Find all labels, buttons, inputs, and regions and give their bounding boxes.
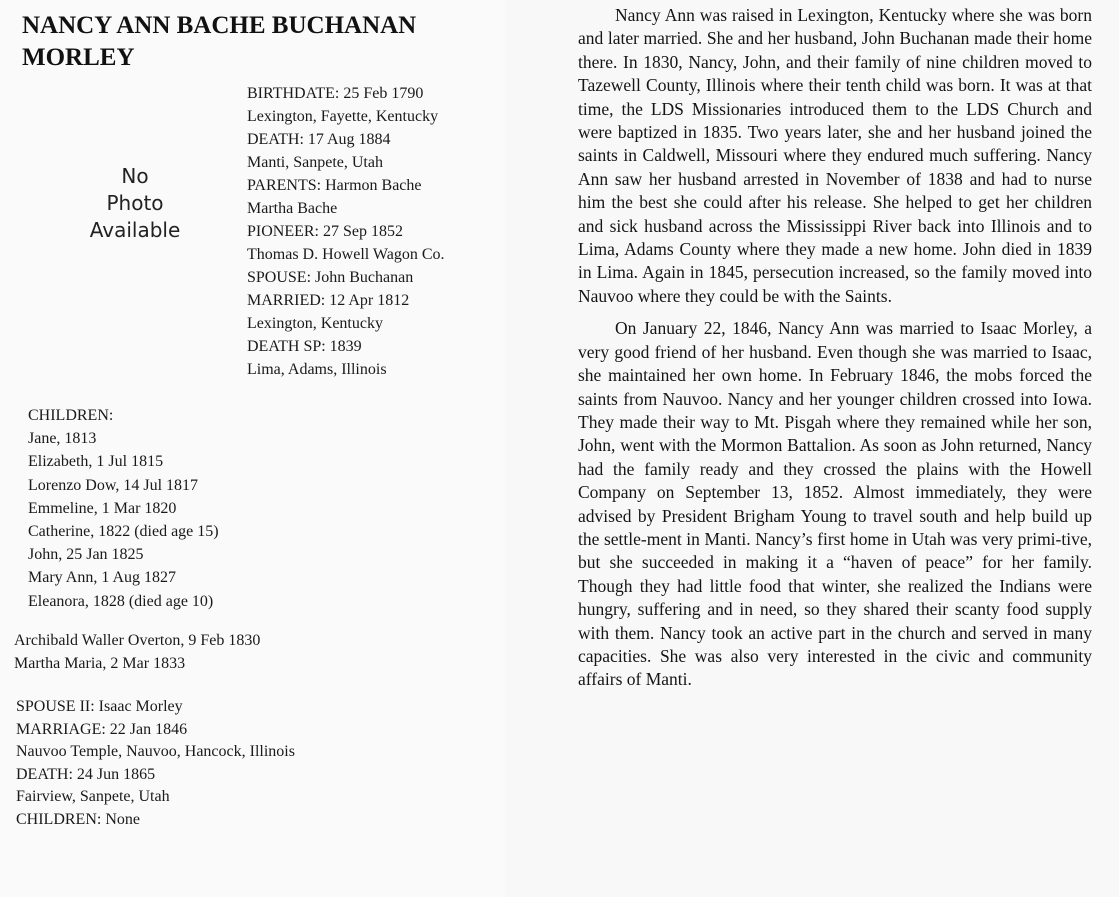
biography-paragraph-1: Nancy Ann was raised in Lexington, Kentucky where she was born and later married. She and her husband, John Buchanan made their home there. In 1830, Nancy, John, and their family of nine children moved to Tazewell County, Illinois where their tenth child was born. It was at that time, the LDS Missionaries introduced them to the LDS Church and were baptized in 1835. Two years later, she and her husband joined the saints in Caldwell, Missouri where they endured much suffering. Nancy Ann saw her husband arrested in November of 1838 and had to nurse him the best she could after his release. She helped to get her children and sick husband across the Mississippi River back into Illinois and to Lima, Adams County where they made a new home. John died in 1839 in Lima. Again in 1845, persecution increased, so the family moved into Nauvoo where they could be with the Saints.: [578, 5, 1092, 306]
title-line-2: MORLEY: [22, 44, 135, 71]
vital-married: MARRIED: 12 Apr 1812: [247, 292, 410, 309]
child-item: Mary Ann, 1 Aug 1827: [28, 569, 176, 587]
spouse2-death: DEATH: 24 Jun 1865: [16, 765, 156, 783]
biography-paragraph-2: On January 22, 1846, Nancy Ann was married to Isaac Morley, a very good friend of her husband. Even though she was married to Isaac, she maintained her own home. In February 1846, the mobs forced the saints from Nauvoo. Nancy and her younger children crossed into Iowa. They made their way to Mt. Pisgah where they remained while her son, John, went with the Mormon Battalion. As soon as John returned, Nancy had the family ready and they crossed the plains with the Howell Company on September 13, 1852. Almost immediately, they were advised by President Brigham Young to travel south and help build up the settle-ment in Manti. Nancy’s first home in Utah was very primi-tive, but she succeeded in making it a “haven of peace” for her family. Though they had little food that winter, she realized the Indians were hungry, suffering and in need, so they shared their scanty food supply with them. Nancy took an active part in the church and served in many capacities. She was also very interested in the civic and community affairs of Manti.: [578, 318, 1092, 690]
vital-wagon-company: Thomas D. Howell Wagon Co.: [247, 246, 445, 263]
child-item: Archibald Waller Overton, 9 Feb 1830: [14, 632, 261, 649]
photo-line-1: No: [121, 164, 149, 188]
vital-death-place: Manti, Sanpete, Utah: [247, 154, 383, 171]
vital-spouse-death: DEATH SP: 1839: [247, 338, 362, 355]
child-item: Martha Maria, 2 Mar 1833: [14, 655, 186, 672]
spouse2-name: SPOUSE II: Isaac Morley: [16, 698, 183, 715]
biography-text: [578, 4, 1092, 692]
child-item: Elizabeth, 1 Jul 1815: [28, 453, 164, 471]
photo-line-3: Available: [89, 218, 181, 242]
no-photo-placeholder: [80, 163, 190, 244]
vital-death: DEATH: 17 Aug 1884: [247, 131, 391, 148]
vital-spouse: SPOUSE: John Buchanan: [247, 269, 414, 286]
children-label: CHILDREN:: [28, 407, 114, 424]
photo-line-2: Photo: [106, 191, 164, 215]
vital-spouse-death-place: Lima, Adams, Illinois: [247, 361, 387, 378]
vital-parent-mother: Martha Bache: [247, 200, 338, 217]
child-item: Catherine, 1822 (died age 15): [28, 523, 219, 541]
vital-birthplace: Lexington, Fayette, Kentucky: [247, 108, 439, 125]
vital-pioneer: PIONEER: 27 Sep 1852: [247, 223, 403, 240]
spouse2-children: CHILDREN: None: [16, 810, 140, 828]
vital-birthdate: BIRTHDATE: 25 Feb 1790: [247, 85, 424, 102]
children-list: [28, 404, 328, 613]
spouse2-death-place: Fairview, Sanpete, Utah: [16, 788, 170, 806]
child-item: John, 25 Jan 1825: [28, 546, 144, 564]
title-line-1: NANCY ANN BACHE BUCHANAN: [22, 12, 417, 39]
child-item: Lorenzo Dow, 14 Jul 1817: [28, 476, 199, 494]
vital-records: [247, 82, 497, 381]
child-item: Emmeline, 1 Mar 1820: [28, 499, 177, 517]
vital-parents: PARENTS: Harmon Bache: [247, 177, 422, 194]
second-spouse-records: [16, 696, 376, 832]
child-item: Eleanora, 1828 (died age 10): [28, 592, 214, 610]
page-title: [22, 10, 416, 74]
child-item: Jane, 1813: [28, 430, 97, 448]
spouse2-marriage: MARRIAGE: 22 Jan 1846: [16, 720, 188, 738]
spouse2-marriage-place: Nauvoo Temple, Nauvoo, Hancock, Illinois: [16, 743, 295, 761]
children-list-continued: [14, 629, 374, 675]
vital-marriage-place: Lexington, Kentucky: [247, 315, 383, 332]
